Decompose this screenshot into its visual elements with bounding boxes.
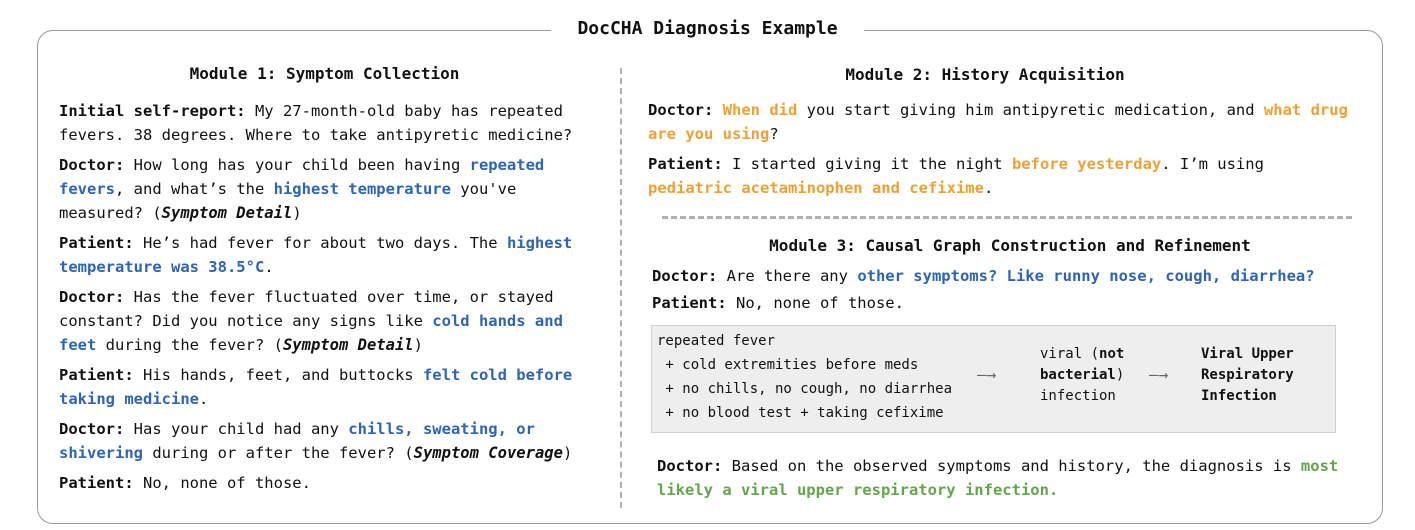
causal-graph — [651, 325, 1336, 433]
doctor-symptom-question: Doctor: Are there any other symptoms? Like runny nose, cough, diarrhea? — [652, 267, 1315, 285]
doctor-question-1: Doctor: How long has your child been having repeated fevers, and what’s the highest temperature you've measured? (Symptom Detail) — [59, 156, 545, 222]
module1-dialogue — [59, 99, 607, 501]
patient-answer-2: Patient: His hands, feet, and buttocks felt cold before taking medicine. — [59, 366, 573, 408]
graph-intermediate-node: viral (not bacterial) infection — [1040, 346, 1125, 404]
module3-dialogue — [652, 264, 1362, 321]
patient-symptom-answer: Patient: No, none of those. — [652, 294, 904, 312]
doctor-diagnosis: Doctor: Based on the observed symptoms and history, the diagnosis is most likely a viral upper respiratory infection. — [657, 457, 1339, 499]
graph-arrow-icon: —→ — [1149, 365, 1169, 384]
graph-node-line: repeated fever — [657, 333, 776, 349]
final-diagnosis — [657, 454, 1357, 508]
module3-title: Module 3: Causal Graph Construction and Refinement — [769, 236, 1251, 255]
graph-diagnosis-node: Viral Upper Respiratory Infection — [1201, 346, 1294, 404]
graph-node-line: + no chills, no cough, no diarrhea — [657, 381, 953, 397]
module-separator — [662, 216, 1352, 219]
initial-self-report: Initial self-report: My 27-month-old baby has repeated fevers. 38 degrees. Where to take antipyretic medicine? — [59, 102, 573, 144]
doctor-question-2: Doctor: Has the fever fluctuated over time, or stayed constant? Did you notice any signs like cold hands and feet during the fever? (Symptom Detail) — [59, 288, 563, 354]
module1-title: Module 1: Symptom Collection — [189, 64, 460, 83]
patient-answer-3: Patient: No, none of those. — [59, 474, 311, 492]
module2-dialogue — [648, 98, 1348, 206]
graph-node-line: + no blood test + taking cefixime — [657, 405, 944, 421]
doctor-history-question: Doctor: When did you start giving him antipyretic medication, and what drug are you using? — [648, 101, 1348, 143]
graph-node-line: + cold extremities before meds — [657, 357, 919, 373]
column-divider — [620, 68, 622, 508]
diagram-title: DocCHA Diagnosis Example — [0, 17, 1415, 41]
graph-arrow-icon: —→ — [977, 365, 997, 384]
doctor-question-3: Doctor: Has your child had any chills, sweating, or shivering during or after the fever? (Symptom Coverage) — [59, 420, 573, 462]
patient-history-answer: Patient: I started giving it the night before yesterday. I’m using pediatric acetaminophen and cefixime. — [648, 155, 1264, 197]
patient-answer-1: Patient: He’s had fever for about two days. The highest temperature was 38.5°C. — [59, 234, 573, 276]
module2-title: Module 2: History Acquisition — [845, 65, 1125, 84]
